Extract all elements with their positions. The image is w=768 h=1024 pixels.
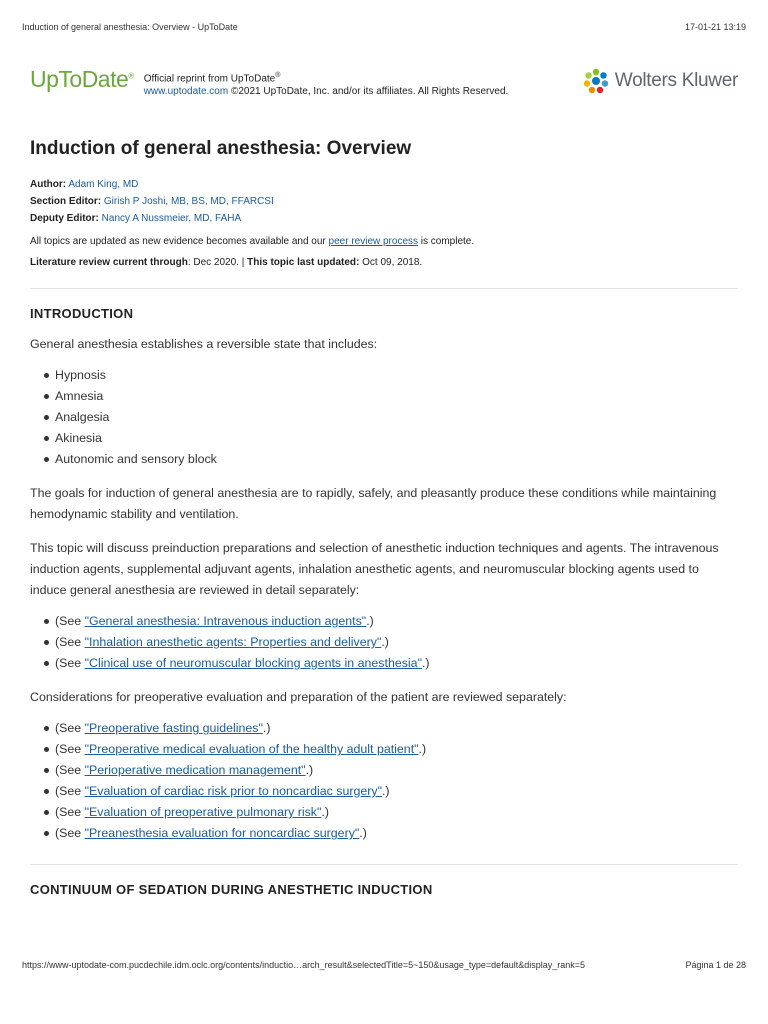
deputy-editor-line [30, 210, 738, 227]
reference-link[interactable]: "Preanesthesia evaluation for noncardiac surgery" [84, 826, 360, 840]
see-suffix: .) [381, 635, 389, 649]
list-item: Amnesia [44, 386, 738, 407]
intro-paragraph-2: The goals for induction of general anesthesia are to rapidly, safely, and pleasantly produce these conditions while maintaining hemodynamic stability and ventilation. [30, 486, 717, 521]
publisher-logo [583, 68, 738, 94]
see-suffix: .) [305, 763, 314, 777]
see-suffix: .) [321, 805, 329, 819]
reference-link[interactable]: "Perioperative medication management" [84, 763, 306, 777]
print-header-datetime: 17-01-21 13:19 [684, 22, 746, 32]
section-editor-link[interactable]: Girish P Joshi, MB, BS, MD, FFARCSI [103, 196, 274, 207]
uptodate-site-link[interactable]: www.uptodate.com [143, 86, 229, 98]
see-prefix: (See [55, 763, 85, 777]
reference-item [44, 718, 738, 739]
reference-item [44, 823, 738, 844]
article-page [30, 60, 738, 897]
list-item: Analgesia [44, 407, 738, 428]
reference-link[interactable]: "Inhalation anesthetic agents: Properties and delivery" [84, 635, 382, 649]
list-item: Autonomic and sensory block [44, 449, 738, 470]
lit-review-value: : Dec 2020. | [187, 257, 248, 268]
uptodate-logo[interactable] [30, 66, 134, 93]
print-header [22, 22, 746, 32]
intro-paragraph-4: Considerations for preoperative evaluation and preparation of the patient are reviewed separately: [30, 690, 567, 704]
brand-bar [30, 60, 738, 104]
preoperative-references [30, 718, 738, 844]
see-prefix: (See [55, 742, 85, 756]
section-editor-label: Section Editor: [30, 196, 102, 207]
reference-item [44, 632, 738, 653]
copyright-text: ©2021 UpToDate, Inc. and/or its affiliates. All Rights Reserved. [228, 86, 509, 98]
reference-item [44, 781, 738, 802]
see-suffix: .) [262, 721, 271, 735]
see-prefix: (See [55, 656, 85, 670]
list-item: Akinesia [44, 428, 738, 449]
reprint-line: Official reprint from UpToDate [143, 73, 276, 85]
update-notice [30, 236, 738, 247]
notice-text: All topics are updated as new evidence becomes available and our [30, 236, 329, 247]
reference-item [44, 760, 738, 781]
wolters-kluwer-logo-icon [583, 68, 609, 94]
see-prefix: (See [55, 721, 85, 735]
see-suffix: .) [421, 656, 430, 670]
see-prefix: (See [55, 805, 85, 819]
reference-link[interactable]: "Preoperative medical evaluation of the healthy adult patient" [84, 742, 419, 756]
see-suffix: .) [366, 614, 374, 628]
print-footer-page: Página 1 de 28 [685, 960, 746, 970]
author-label: Author: [30, 179, 67, 190]
see-prefix: (See [55, 635, 85, 649]
section-heading-introduction: INTRODUCTION [30, 306, 134, 321]
print-footer-url: https://www-uptodate-com.pucdechile.idm.oclc.org/contents/inductio…arch_result&selectedTitle=5~150&usage_type=default&display_rank=5 [22, 960, 585, 970]
see-suffix: .) [359, 826, 367, 840]
review-dates [30, 257, 738, 268]
lit-review-label: Literature review current through [30, 257, 188, 268]
last-updated-value: Oct 09, 2018. [359, 257, 423, 268]
reference-link[interactable]: "Clinical use of neuromuscular blocking agents in anesthesia" [84, 656, 422, 670]
reprint-mark: ® [275, 72, 281, 79]
notice-text-end: is complete. [418, 236, 475, 247]
reference-item [44, 739, 738, 760]
divider [30, 288, 738, 289]
reference-item [44, 611, 738, 632]
anesthesia-states-list [30, 365, 738, 470]
induction-agents-references [30, 611, 738, 674]
section-editor-line [30, 193, 738, 210]
last-updated-label: This topic last updated: [247, 257, 360, 268]
reprint-notice [144, 69, 509, 98]
logo-text: UpToDate [30, 66, 129, 92]
list-item: Hypnosis [44, 365, 738, 386]
reference-item [44, 802, 738, 823]
see-prefix: (See [55, 614, 85, 628]
reference-item [44, 653, 738, 674]
article-title: Induction of general anesthesia: Overview [30, 138, 412, 159]
peer-review-link[interactable]: peer review process [328, 236, 419, 247]
reference-link[interactable]: "General anesthesia: Intravenous induction agents" [84, 614, 367, 628]
print-header-title: Induction of general anesthesia: Overview - UpToDate [22, 22, 238, 32]
print-footer [22, 960, 746, 970]
deputy-editor-link[interactable]: Nancy A Nussmeier, MD, FAHA [101, 213, 242, 224]
intro-paragraph-3: This topic will discuss preinduction preparations and selection of anesthetic induction techniques and agents. The intravenous induction agents, supplemental adjuvant agents, inhalation anesthetic agents, and neuromuscular blocking agents used to induce general anesthesia are reviewed in detail separately: [30, 541, 719, 597]
reference-link[interactable]: "Evaluation of preoperative pulmonary risk" [84, 805, 322, 819]
see-suffix: .) [381, 784, 390, 798]
see-prefix: (See [55, 784, 85, 798]
intro-paragraph-1: General anesthesia establishes a reversible state that includes: [30, 337, 378, 351]
section-heading-continuum: CONTINUUM OF SEDATION DURING ANESTHETIC INDUCTION [30, 882, 433, 897]
reference-link[interactable]: "Evaluation of cardiac risk prior to noncardiac surgery" [84, 784, 382, 798]
author-line [30, 176, 738, 193]
see-suffix: .) [418, 742, 427, 756]
see-prefix: (See [55, 826, 85, 840]
divider [30, 864, 738, 865]
deputy-editor-label: Deputy Editor: [30, 213, 99, 224]
author-link[interactable]: Adam King, MD [68, 179, 139, 190]
publisher-name: Wolters Kluwer [614, 70, 738, 91]
reference-link[interactable]: "Preoperative fasting guidelines" [84, 721, 263, 735]
logo-mark: ® [128, 71, 134, 81]
